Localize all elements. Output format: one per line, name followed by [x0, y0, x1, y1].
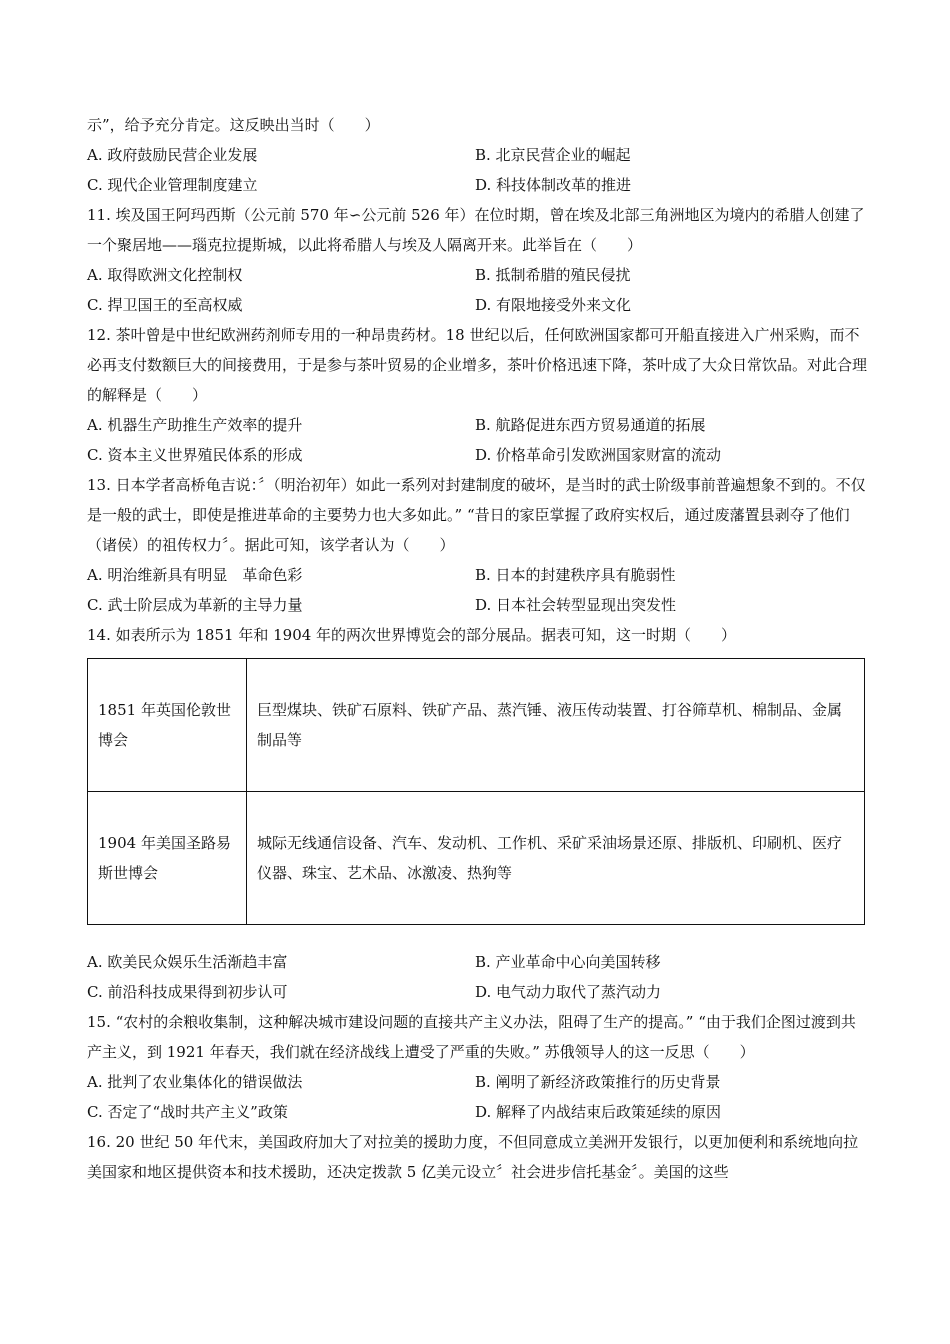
q15-options-row-1 [87, 1067, 867, 1097]
q14-options-row-2 [87, 977, 867, 1007]
q12-option-b[interactable]: B. 航路促进东西方贸易通道的拓展 [475, 416, 706, 434]
q10-stem-end: 示”，给予充分肯定。这反映出当时（ ） [87, 116, 380, 134]
q12-stem: 12. 茶叶曾是中世纪欧洲药剂师专用的一种昂贵药材。18 世纪以后，任何欧洲国家都可开船直接进入广州采购，而不必再支付数额巨大的间接费用，于是参与茶叶贸易的企业增多，茶叶价格迅速下降，茶叶成了大众日常饮品。对此合理的解释是（ ） [87, 326, 868, 404]
q13-options-row-2 [87, 590, 867, 620]
q11-option-a[interactable]: A. 取得欧洲文化控制权 [87, 266, 243, 284]
q15-option-d[interactable]: D. 解释了内战结束后政策延续的原因 [475, 1103, 722, 1121]
q15-options-row-2 [87, 1097, 867, 1127]
q12-options-row-2 [87, 440, 867, 470]
q14-stem: 14. 如表所示为 1851 年和 1904 年的两次世界博览会的部分展品。据表可知，这一时期（ ） [87, 626, 737, 644]
q11-options-row-2 [87, 290, 867, 320]
q12-option-d[interactable]: D. 价格革命引发欧洲国家财富的流动 [475, 446, 722, 464]
q10-option-d[interactable]: D. 科技体制改革的推进 [475, 176, 632, 194]
q10-option-b[interactable]: B. 北京民营企业的崛起 [475, 146, 631, 164]
expo-items-cell: 城际无线通信设备、汽车、发动机、工作机、采矿采油场景还原、排版机、印刷机、医疗仪器、珠宝、艺术品、冰激凌、热狗等 [247, 792, 865, 925]
q13-option-a[interactable]: A. 明治维新具有明显 革命色彩 [87, 566, 303, 584]
q10-options-row-2 [87, 170, 867, 200]
q14-option-b[interactable]: B. 产业革命中心向美国转移 [475, 953, 661, 971]
q15-stem: 15. “农村的余粮收集制，这种解决城市建设问题的直接共产主义办法，阻碍了生产的提高。” “由于我们企图过渡到共产主义，到 1921 年春天，我们就在经济战线上遭受了严重的失败。” 苏俄领导人的这一反思（ ） [87, 1013, 856, 1061]
page-content [87, 110, 867, 1187]
q10-options-row-1 [87, 140, 867, 170]
q13-stem: 13. 日本学者高桥龟吉说：〞（明治初年）如此一系列对封建制度的破坏，是当时的武士阶级事前普遍想象不到的。不仅是一般的武士，即使是推进革命的主要势力也大多如此。” “昔日的家臣掌握了政府实权后，通过废藩置县剥夺了他们（诸侯）的祖传权力〞。据此可知，该学者认为（ ） [87, 476, 866, 554]
q11-option-c[interactable]: C. 捍卫国王的至高权威 [87, 296, 243, 314]
expo-name-cell: 1851 年英国伦敦世博会 [88, 659, 247, 792]
table-row [88, 659, 865, 792]
q13-option-d[interactable]: D. 日本社会转型显现出突发性 [475, 596, 677, 614]
q13-option-c[interactable]: C. 武士阶层成为革新的主导力量 [87, 596, 303, 614]
q12-options-row-1 [87, 410, 867, 440]
q15-option-c[interactable]: C. 否定了“战时共产主义”政策 [87, 1103, 288, 1121]
q13-option-b[interactable]: B. 日本的封建秩序具有脆弱性 [475, 566, 676, 584]
q14-options-row-1 [87, 947, 867, 977]
q11-option-d[interactable]: D. 有限地接受外来文化 [475, 296, 632, 314]
q11-option-b[interactable]: B. 抵制希腊的殖民侵扰 [475, 266, 631, 284]
q10-option-a[interactable]: A. 政府鼓励民营企业发展 [87, 146, 258, 164]
q15-option-a[interactable]: A. 批判了农业集体化的错误做法 [87, 1073, 303, 1091]
expo-items-cell: 巨型煤块、铁矿石原料、铁矿产品、蒸汽锤、液压传动装置、打谷筛草机、棉制品、金属制品等 [247, 659, 865, 792]
q11-options-row-1 [87, 260, 867, 290]
q12-option-c[interactable]: C. 资本主义世界殖民体系的形成 [87, 446, 303, 464]
q14-option-c[interactable]: C. 前沿科技成果得到初步认可 [87, 983, 288, 1001]
q10-option-c[interactable]: C. 现代企业管理制度建立 [87, 176, 258, 194]
q14-option-a[interactable]: A. 欧美民众娱乐生活渐趋丰富 [87, 953, 288, 971]
q13-options-row-1 [87, 560, 867, 590]
q11-stem: 11. 埃及国王阿玛西斯（公元前 570 年∽公元前 526 年）在位时期，曾在埃及北部三角洲地区为境内的希腊人创建了一个聚居地——瑙克拉提斯城，以此将希腊人与埃及人隔离开来。此举旨在（ ） [87, 206, 865, 254]
expo-table [87, 658, 865, 925]
q12-option-a[interactable]: A. 机器生产助推生产效率的提升 [87, 416, 303, 434]
table-row [88, 792, 865, 925]
q14-option-d[interactable]: D. 电气动力取代了蒸汽动力 [475, 983, 662, 1001]
expo-name-cell: 1904 年美国圣路易斯世博会 [88, 792, 247, 925]
q15-option-b[interactable]: B. 阐明了新经济政策推行的历史背景 [475, 1073, 721, 1091]
q16-stem: 16. 20 世纪 50 年代末，美国政府加大了对拉美的援助力度，不但同意成立美洲开发银行，以更加便利和系统地向拉美国家和地区提供资本和技术援助，还决定拨款 5 亿美元设立〞社会进步信托基金〞。美国的这些 [87, 1133, 859, 1181]
